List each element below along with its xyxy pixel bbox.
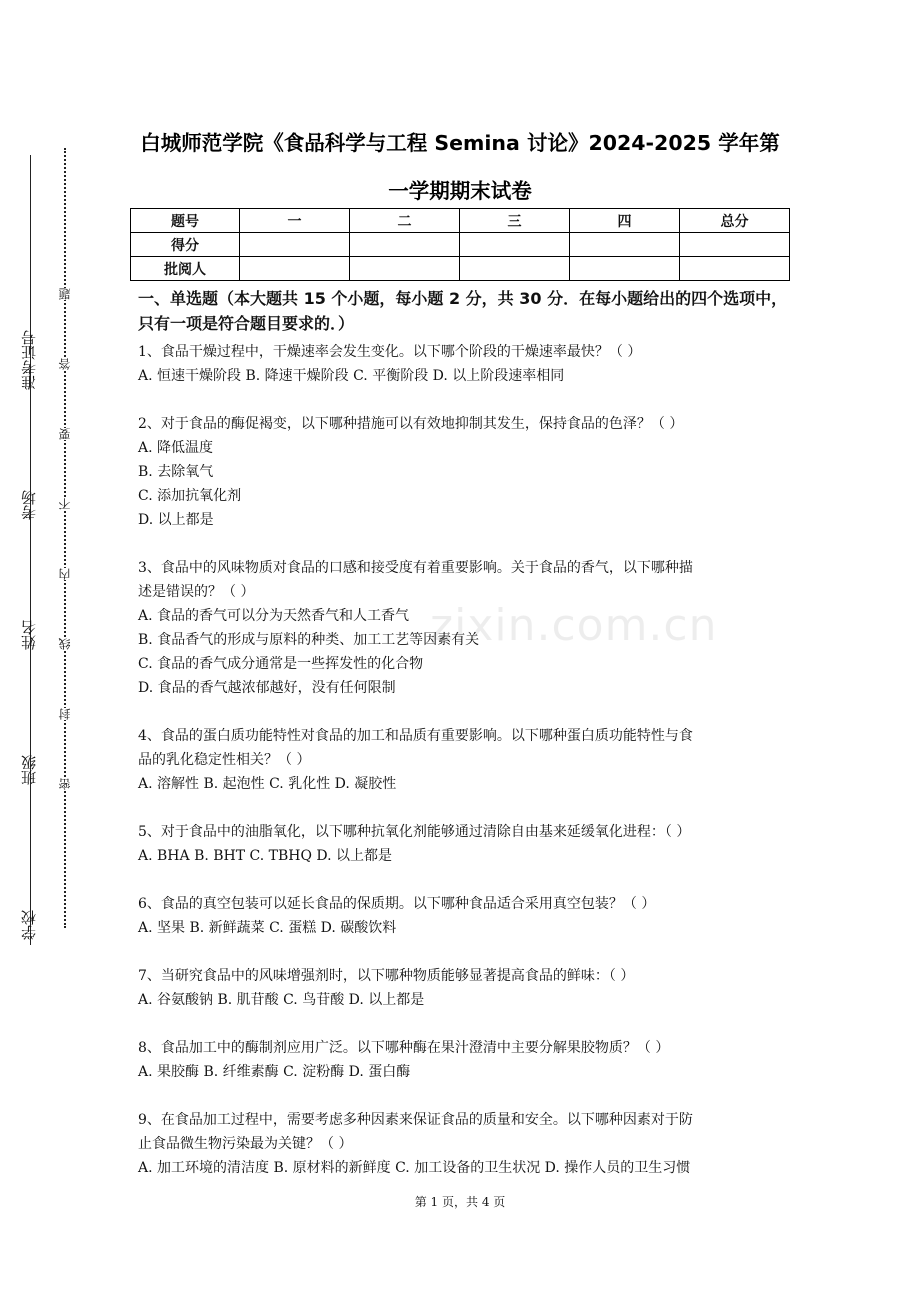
score-cell xyxy=(460,257,570,281)
question-option: D. 食品的香气越浓郁越好，没有任何限制 xyxy=(138,680,396,696)
question-option: A. 食品的香气可以分为天然香气和人工香气 xyxy=(138,608,410,624)
page-footer: 第 1 页，共 4 页 xyxy=(414,1195,506,1209)
question-option: A. 坚果 B. 新鲜蔬菜 C. 蛋糕 D. 碳酸饮料 xyxy=(138,920,397,936)
binding-strip xyxy=(0,0,90,1302)
binding-label-class: 班级 xyxy=(20,755,38,785)
score-header-cell: 题号 xyxy=(131,209,240,233)
question-block xyxy=(138,1036,788,1084)
question-option: B. 食品香气的形成与原料的种类、加工工艺等因素有关 xyxy=(138,632,480,648)
question-text: 述是错误的？（ ） xyxy=(138,584,255,600)
question-list xyxy=(138,340,788,1180)
watermark: zixin.com.cn xyxy=(430,600,718,651)
question-text: 4、食品的蛋白质功能特性对食品的加工和品质有重要影响。以下哪种蛋白质功能特性与食 xyxy=(138,728,693,744)
seal-char: 线 xyxy=(58,638,72,650)
question-text: 品的乳化稳定性相关？（ ） xyxy=(138,752,311,768)
binding-label-exam-number: 准考证号 xyxy=(20,330,38,390)
section-heading: 一、单选题（本大题共 15 个小题，每小题 2 分，共 30 分．在每小题给出的四个选项中，只有一项是符合题目要求的．） xyxy=(138,289,788,333)
seal-char: 答 xyxy=(58,358,72,370)
question-block xyxy=(138,892,788,940)
question-option: D. 以上都是 xyxy=(138,512,214,528)
score-header-cell: 二 xyxy=(350,209,460,233)
score-table-header-row xyxy=(131,209,790,233)
question-option: C. 添加抗氧化剂 xyxy=(138,488,242,504)
question-block xyxy=(138,340,788,388)
score-cell xyxy=(460,233,570,257)
score-row-label: 批阅人 xyxy=(131,257,240,281)
score-cell xyxy=(240,233,350,257)
question-block xyxy=(138,724,788,796)
question-option: A. 恒速干燥阶段 B. 降速干燥阶段 C. 平衡阶段 D. 以上阶段速率相同 xyxy=(138,368,565,384)
question-text: 8、食品加工中的酶制剂应用广泛。以下哪种酶在果汁澄清中主要分解果胶物质？（ ） xyxy=(138,1040,670,1056)
score-row-label: 得分 xyxy=(131,233,240,257)
score-cell xyxy=(240,257,350,281)
score-cell xyxy=(350,257,460,281)
score-cell xyxy=(680,233,790,257)
exam-content xyxy=(138,286,788,1204)
question-block xyxy=(138,412,788,532)
score-cell xyxy=(570,257,680,281)
seal-dotted-line xyxy=(64,148,66,928)
score-header-cell: 一 xyxy=(240,209,350,233)
question-text: 5、对于食品中的油脂氧化，以下哪种抗氧化剂能够通过清除自由基来延缓氧化进程：（ ） xyxy=(138,824,691,840)
exam-title-line2: 一学期期末试卷 xyxy=(388,179,532,203)
question-option: A. 降低温度 xyxy=(138,440,214,456)
question-option: B. 去除氧气 xyxy=(138,464,214,480)
binding-label-name: 姓名 xyxy=(20,620,38,650)
question-text: 7、当研究食品中的风味增强剂时，以下哪种物质能够显著提高食品的鲜味：（ ） xyxy=(138,968,635,984)
question-option: A. 谷氨酸钠 B. 肌苷酸 C. 鸟苷酸 D. 以上都是 xyxy=(138,992,425,1008)
question-text: 9、在食品加工过程中，需要考虑多种因素来保证食品的质量和安全。以下哪种因素对于防 xyxy=(138,1112,693,1128)
binding-labels xyxy=(14,150,44,950)
seal-char: 题 xyxy=(58,288,72,300)
question-text: 1、食品干燥过程中，干燥速率会发生变化。以下哪个阶段的干燥速率最快？（ ） xyxy=(138,344,642,360)
question-block xyxy=(138,964,788,1012)
score-cell xyxy=(350,233,460,257)
score-table-row xyxy=(131,233,790,257)
question-text: 6、食品的真空包装可以延长食品的保质期。以下哪种食品适合采用真空包装？（ ） xyxy=(138,896,656,912)
question-block xyxy=(138,1108,788,1180)
binding-label-school: 学校 xyxy=(20,910,38,940)
score-header-cell: 四 xyxy=(570,209,680,233)
seal-char: 要 xyxy=(58,428,72,440)
seal-char: 封 xyxy=(58,708,72,720)
question-option: A. 加工环境的清洁度 B. 原材料的新鲜度 C. 加工设备的卫生状况 D. 操作人员的卫生习惯 xyxy=(138,1160,691,1176)
score-header-cell: 总分 xyxy=(680,209,790,233)
seal-char: 不 xyxy=(58,498,72,510)
question-option: A. 溶解性 B. 起泡性 C. 乳化性 D. 凝胶性 xyxy=(138,776,397,792)
question-text: 止食品微生物污染最为关键？（ ） xyxy=(138,1136,353,1152)
seal-char: 内 xyxy=(58,568,72,580)
question-option: A. 果胶酶 B. 纤维素酶 C. 淀粉酶 D. 蛋白酶 xyxy=(138,1064,411,1080)
question-text: 3、食品中的风味物质对食品的口感和接受度有着重要影响。关于食品的香气，以下哪种描 xyxy=(138,560,693,576)
score-table xyxy=(130,208,790,281)
seal-char: 密 xyxy=(58,778,72,790)
score-cell xyxy=(570,233,680,257)
score-table-row xyxy=(131,257,790,281)
question-block xyxy=(138,820,788,868)
question-option: A. BHA B. BHT C. TBHQ D. 以上都是 xyxy=(138,848,393,864)
question-option: C. 食品的香气成分通常是一些挥发性的化合物 xyxy=(138,656,424,672)
binding-label-exam-room: 考场 xyxy=(20,490,38,520)
question-text: 2、对于食品的酶促褐变，以下哪种措施可以有效地抑制其发生，保持食品的色泽？（ ） xyxy=(138,416,684,432)
score-cell xyxy=(680,257,790,281)
exam-title-line1: 白城师范学院《食品科学与工程 Semina 讨论》2024-2025 学年第 xyxy=(140,131,780,155)
score-header-cell: 三 xyxy=(460,209,570,233)
